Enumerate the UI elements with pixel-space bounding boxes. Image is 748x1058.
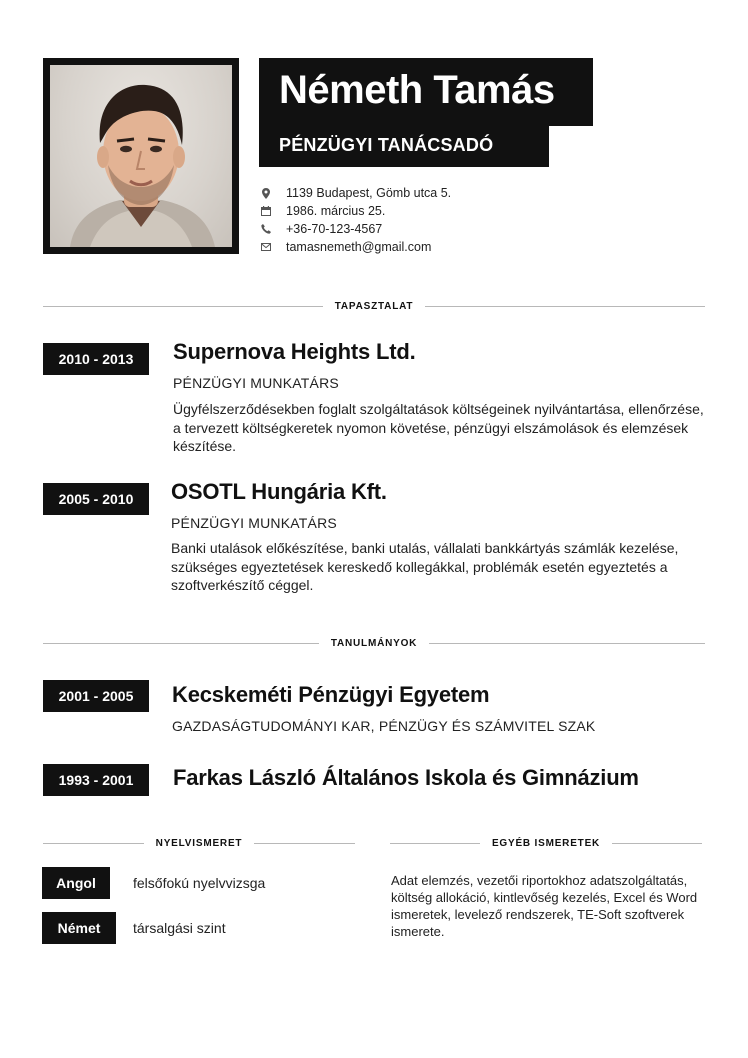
- divider-line: [43, 843, 144, 844]
- person-name: Németh Tamás: [279, 68, 555, 112]
- job-role: PÉNZÜGYI MUNKATÁRS: [173, 375, 339, 391]
- contact-birthdate: [260, 202, 451, 220]
- profile-photo: [50, 65, 232, 247]
- date-badge: 1993 - 2001: [43, 764, 149, 796]
- contact-phone-text: +36-70-123-4567: [286, 222, 383, 236]
- section-languages-header: [43, 836, 355, 850]
- job-title: PÉNZÜGYI TANÁCSADÓ: [279, 135, 494, 155]
- contact-address-text: 1139 Budapest, Gömb utca 5.: [286, 186, 452, 200]
- language-badge: Angol: [42, 867, 110, 899]
- school-name: Farkas László Általános Iskola és Gimnázium: [173, 765, 639, 790]
- date-badge: 2001 - 2005: [43, 680, 149, 712]
- school-name: Kecskeméti Pénzügyi Egyetem: [172, 682, 490, 707]
- section-experience-header: [43, 299, 705, 313]
- divider-line: [612, 843, 702, 844]
- contact-email: [260, 238, 451, 256]
- job-title-banner: [259, 125, 549, 167]
- section-languages-title: NYELVISMERET: [155, 837, 243, 849]
- other-skills-text: Adat elemzés, vezetői riportokhoz adatszolgáltatás, költség allokáció, kintlevőség kezelés, Excel és Word ismeretek, levelező rendszerek, TE-Soft szoftverek ismerete.: [391, 873, 698, 939]
- school-faculty: GAZDASÁGTUDOMÁNYI KAR, PÉNZÜGY ÉS SZÁMVITEL SZAK: [172, 718, 596, 734]
- contact-birthdate-text: 1986. március 25.: [286, 204, 386, 218]
- section-education-header: [43, 636, 705, 650]
- section-other-title: EGYÉB ISMERETEK: [491, 837, 601, 849]
- divider-line: [425, 306, 705, 307]
- contact-email-text: tamasnemeth@gmail.com: [286, 240, 432, 254]
- contact-list: [260, 184, 451, 256]
- date-badge: 2010 - 2013: [43, 343, 149, 375]
- divider-line: [43, 643, 319, 644]
- language-badge: Német: [42, 912, 116, 944]
- envelope-icon: [260, 242, 271, 253]
- language-level: társalgási szint: [133, 920, 226, 936]
- contact-address: [260, 184, 451, 202]
- section-experience-title: TAPASZTALAT: [334, 300, 414, 312]
- employer-name: Supernova Heights Ltd.: [173, 339, 416, 364]
- divider-line: [43, 306, 323, 307]
- date-badge: 2005 - 2010: [43, 483, 149, 515]
- job-description: Ügyfélszerződésekben foglalt szolgáltatások költségeinek nyilvántartása, ellenőrzése, a tervezett költségkeretek nyomon követése, pénzügyi elszámolások és elemzések készítése.: [173, 401, 704, 454]
- language-level: felsőfokú nyelvvizsga: [133, 875, 266, 891]
- phone-icon: [260, 224, 271, 235]
- location-pin-icon: [260, 188, 271, 199]
- contact-phone: [260, 220, 451, 238]
- calendar-icon: [260, 206, 271, 217]
- job-description: Banki utalások előkészítése, banki utalás, vállalati bankkártyás számlák kezelése, szükséges egyeztetések kereskedő kollegákkal, problémák esetén egyeztetés a szoftverkészítő céggel.: [171, 540, 679, 593]
- profile-photo-frame: [43, 58, 239, 254]
- section-education-title: TANULMÁNYOK: [330, 637, 418, 649]
- divider-line: [390, 843, 480, 844]
- job-role: PÉNZÜGYI MUNKATÁRS: [171, 515, 337, 531]
- divider-line: [254, 843, 355, 844]
- section-other-header: [390, 836, 702, 850]
- divider-line: [429, 643, 705, 644]
- employer-name: OSOTL Hungária Kft.: [171, 479, 387, 504]
- name-banner: [259, 58, 593, 126]
